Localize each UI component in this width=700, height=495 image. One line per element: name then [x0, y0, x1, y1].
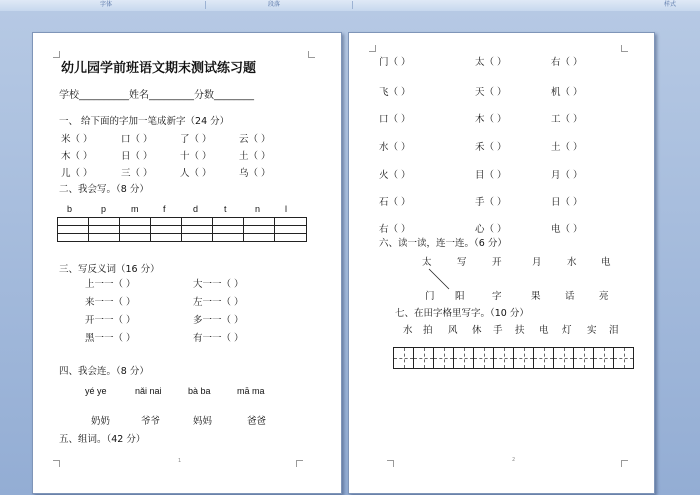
margin-mark	[53, 460, 60, 467]
info-line: 学校__________姓名_________分数________	[59, 90, 254, 101]
copy-char: 泪	[609, 325, 619, 336]
writing-grid	[57, 217, 307, 242]
word-group-item: 太（ ）	[475, 57, 507, 68]
word-group-item: 机（ ）	[551, 87, 583, 98]
s1-item: 云（ ）	[239, 134, 271, 145]
letter: l	[285, 204, 287, 214]
antonym-item: 来一一（ ）	[85, 297, 136, 308]
word-group-item: 手（ ）	[475, 197, 507, 208]
s1-item: 人（ ）	[180, 168, 212, 179]
letter: p	[101, 204, 107, 214]
section-2-heading: 二、我会写。（8 分）	[59, 184, 149, 195]
page-number: 1	[178, 458, 182, 464]
copy-char: 手	[493, 325, 503, 336]
s1-item: 儿（ ）	[61, 168, 93, 179]
copy-char: 拍	[423, 325, 433, 336]
copy-char: 电	[539, 325, 549, 336]
antonym-item: 左一一（ ）	[193, 297, 244, 308]
match-top-char: 太	[422, 257, 432, 268]
tian-cell	[534, 348, 554, 368]
s1-item: 土（ ）	[239, 151, 271, 162]
pinyin-item: nǎi nai	[135, 386, 162, 396]
antonym-item: 开一一（ ）	[85, 315, 136, 326]
document-page-2[interactable]	[348, 32, 655, 494]
s1-item: 三（ ）	[121, 168, 153, 179]
copy-char: 扶	[515, 325, 525, 336]
word-item: 妈妈	[193, 416, 213, 427]
tian-cell	[414, 348, 434, 368]
match-bottom-char: 果	[531, 291, 541, 302]
document-canvas[interactable]	[0, 11, 700, 495]
tian-cell	[474, 348, 494, 368]
s1-item: 日（ ）	[121, 151, 153, 162]
section-5-heading: 五、组词。（42 分）	[59, 434, 146, 445]
s1-item: 米（ ）	[61, 134, 93, 145]
antonym-item: 黑一一（ ）	[85, 333, 136, 344]
antonym-item: 多一一（ ）	[193, 315, 244, 326]
word-item: 爷爷	[141, 416, 161, 427]
margin-mark	[53, 51, 60, 58]
pinyin-item: bà ba	[188, 386, 211, 396]
tian-cell	[394, 348, 414, 368]
ribbon-group-font[interactable]: 字体	[100, 1, 113, 8]
letter: m	[131, 204, 139, 214]
word-group-item: 水（ ）	[379, 142, 411, 153]
word-group-item: 木（ ）	[475, 114, 507, 125]
ribbon-separator	[205, 1, 206, 9]
word-group-item: 工（ ）	[551, 114, 583, 125]
word-group-item: 土（ ）	[551, 142, 583, 153]
word-group-item: 电（ ）	[551, 224, 583, 235]
word-group-item: 天（ ）	[475, 87, 507, 98]
ribbon-separator	[352, 1, 353, 9]
tian-cell	[434, 348, 454, 368]
match-top-char: 月	[532, 257, 542, 268]
match-bottom-char: 阳	[455, 291, 465, 302]
antonym-item: 有一一（ ）	[193, 333, 244, 344]
antonym-item: 上一一（ ）	[85, 279, 136, 290]
copy-char: 灯	[562, 325, 572, 336]
copy-char: 风	[448, 325, 458, 336]
tian-cell	[494, 348, 514, 368]
word-group-item: 日（ ）	[551, 197, 583, 208]
section-6-heading: 六、读一读，连一连。（6 分）	[379, 238, 507, 249]
tian-cell	[594, 348, 614, 368]
s1-item: 木（ ）	[61, 151, 93, 162]
word-group-item: 月（ ）	[551, 170, 583, 181]
match-bottom-char: 门	[425, 291, 435, 302]
page-title: 幼儿园学前班语文期末测试练习题	[61, 61, 257, 76]
copy-char: 水	[403, 325, 413, 336]
word-group-item: 门（ ）	[379, 57, 411, 68]
copy-char: 实	[587, 325, 597, 336]
word-group-item: 石（ ）	[379, 197, 411, 208]
tian-cell	[614, 348, 633, 368]
ribbon-group-styles[interactable]: 样式	[664, 1, 677, 8]
copy-char: 休	[472, 325, 482, 336]
letter: d	[193, 204, 199, 214]
match-bottom-char: 亮	[599, 291, 609, 302]
s1-item: 乌（ ）	[239, 168, 271, 179]
ribbon-group-paragraph[interactable]: 段落	[268, 1, 281, 8]
match-top-char: 开	[492, 257, 502, 268]
section-4-heading: 四、我会连。（8 分）	[59, 366, 149, 377]
letter: t	[224, 204, 227, 214]
s1-item: 了（ ）	[180, 134, 212, 145]
letter: b	[67, 204, 73, 214]
s1-item: 十（ ）	[180, 151, 212, 162]
tian-cell	[454, 348, 474, 368]
tian-cell	[554, 348, 574, 368]
antonym-item: 大一一（ ）	[193, 279, 244, 290]
word-group-item: 右（ ）	[551, 57, 583, 68]
word-item: 爸爸	[247, 416, 267, 427]
match-bottom-char: 话	[565, 291, 575, 302]
match-top-char: 电	[601, 257, 611, 268]
word-item: 奶奶	[91, 416, 111, 427]
word-group-item: 右（ ）	[379, 224, 411, 235]
word-group-item: 目（ ）	[475, 170, 507, 181]
section-1-heading: 一、 给下面的字加一笔成新字（24 分）	[59, 116, 230, 127]
document-page-1[interactable]	[32, 32, 342, 494]
word-group-item: 飞（ ）	[379, 87, 411, 98]
letter: f	[163, 204, 166, 214]
word-group-item: 心（ ）	[475, 224, 507, 235]
word-group-item: 火（ ）	[379, 170, 411, 181]
letter: n	[255, 204, 261, 214]
match-bottom-char: 字	[492, 291, 502, 302]
margin-mark	[296, 460, 303, 467]
pinyin-item: yé ye	[85, 386, 107, 396]
pinyin-item: mā ma	[237, 386, 265, 396]
tian-grid	[393, 347, 634, 369]
section-3-heading: 三、写反义词（16 分）	[59, 264, 160, 275]
s1-item: 口（ ）	[121, 134, 153, 145]
tian-cell	[574, 348, 594, 368]
section-7-heading: 七、在田字格里写字。（10 分）	[395, 308, 529, 319]
match-top-char: 水	[567, 257, 577, 268]
word-group-item: 口（ ）	[379, 114, 411, 125]
tian-cell	[514, 348, 534, 368]
match-line	[349, 33, 654, 493]
match-top-char: 写	[457, 257, 467, 268]
page-number: 2	[512, 457, 516, 463]
margin-mark	[308, 51, 315, 58]
word-group-item: 禾（ ）	[475, 142, 507, 153]
